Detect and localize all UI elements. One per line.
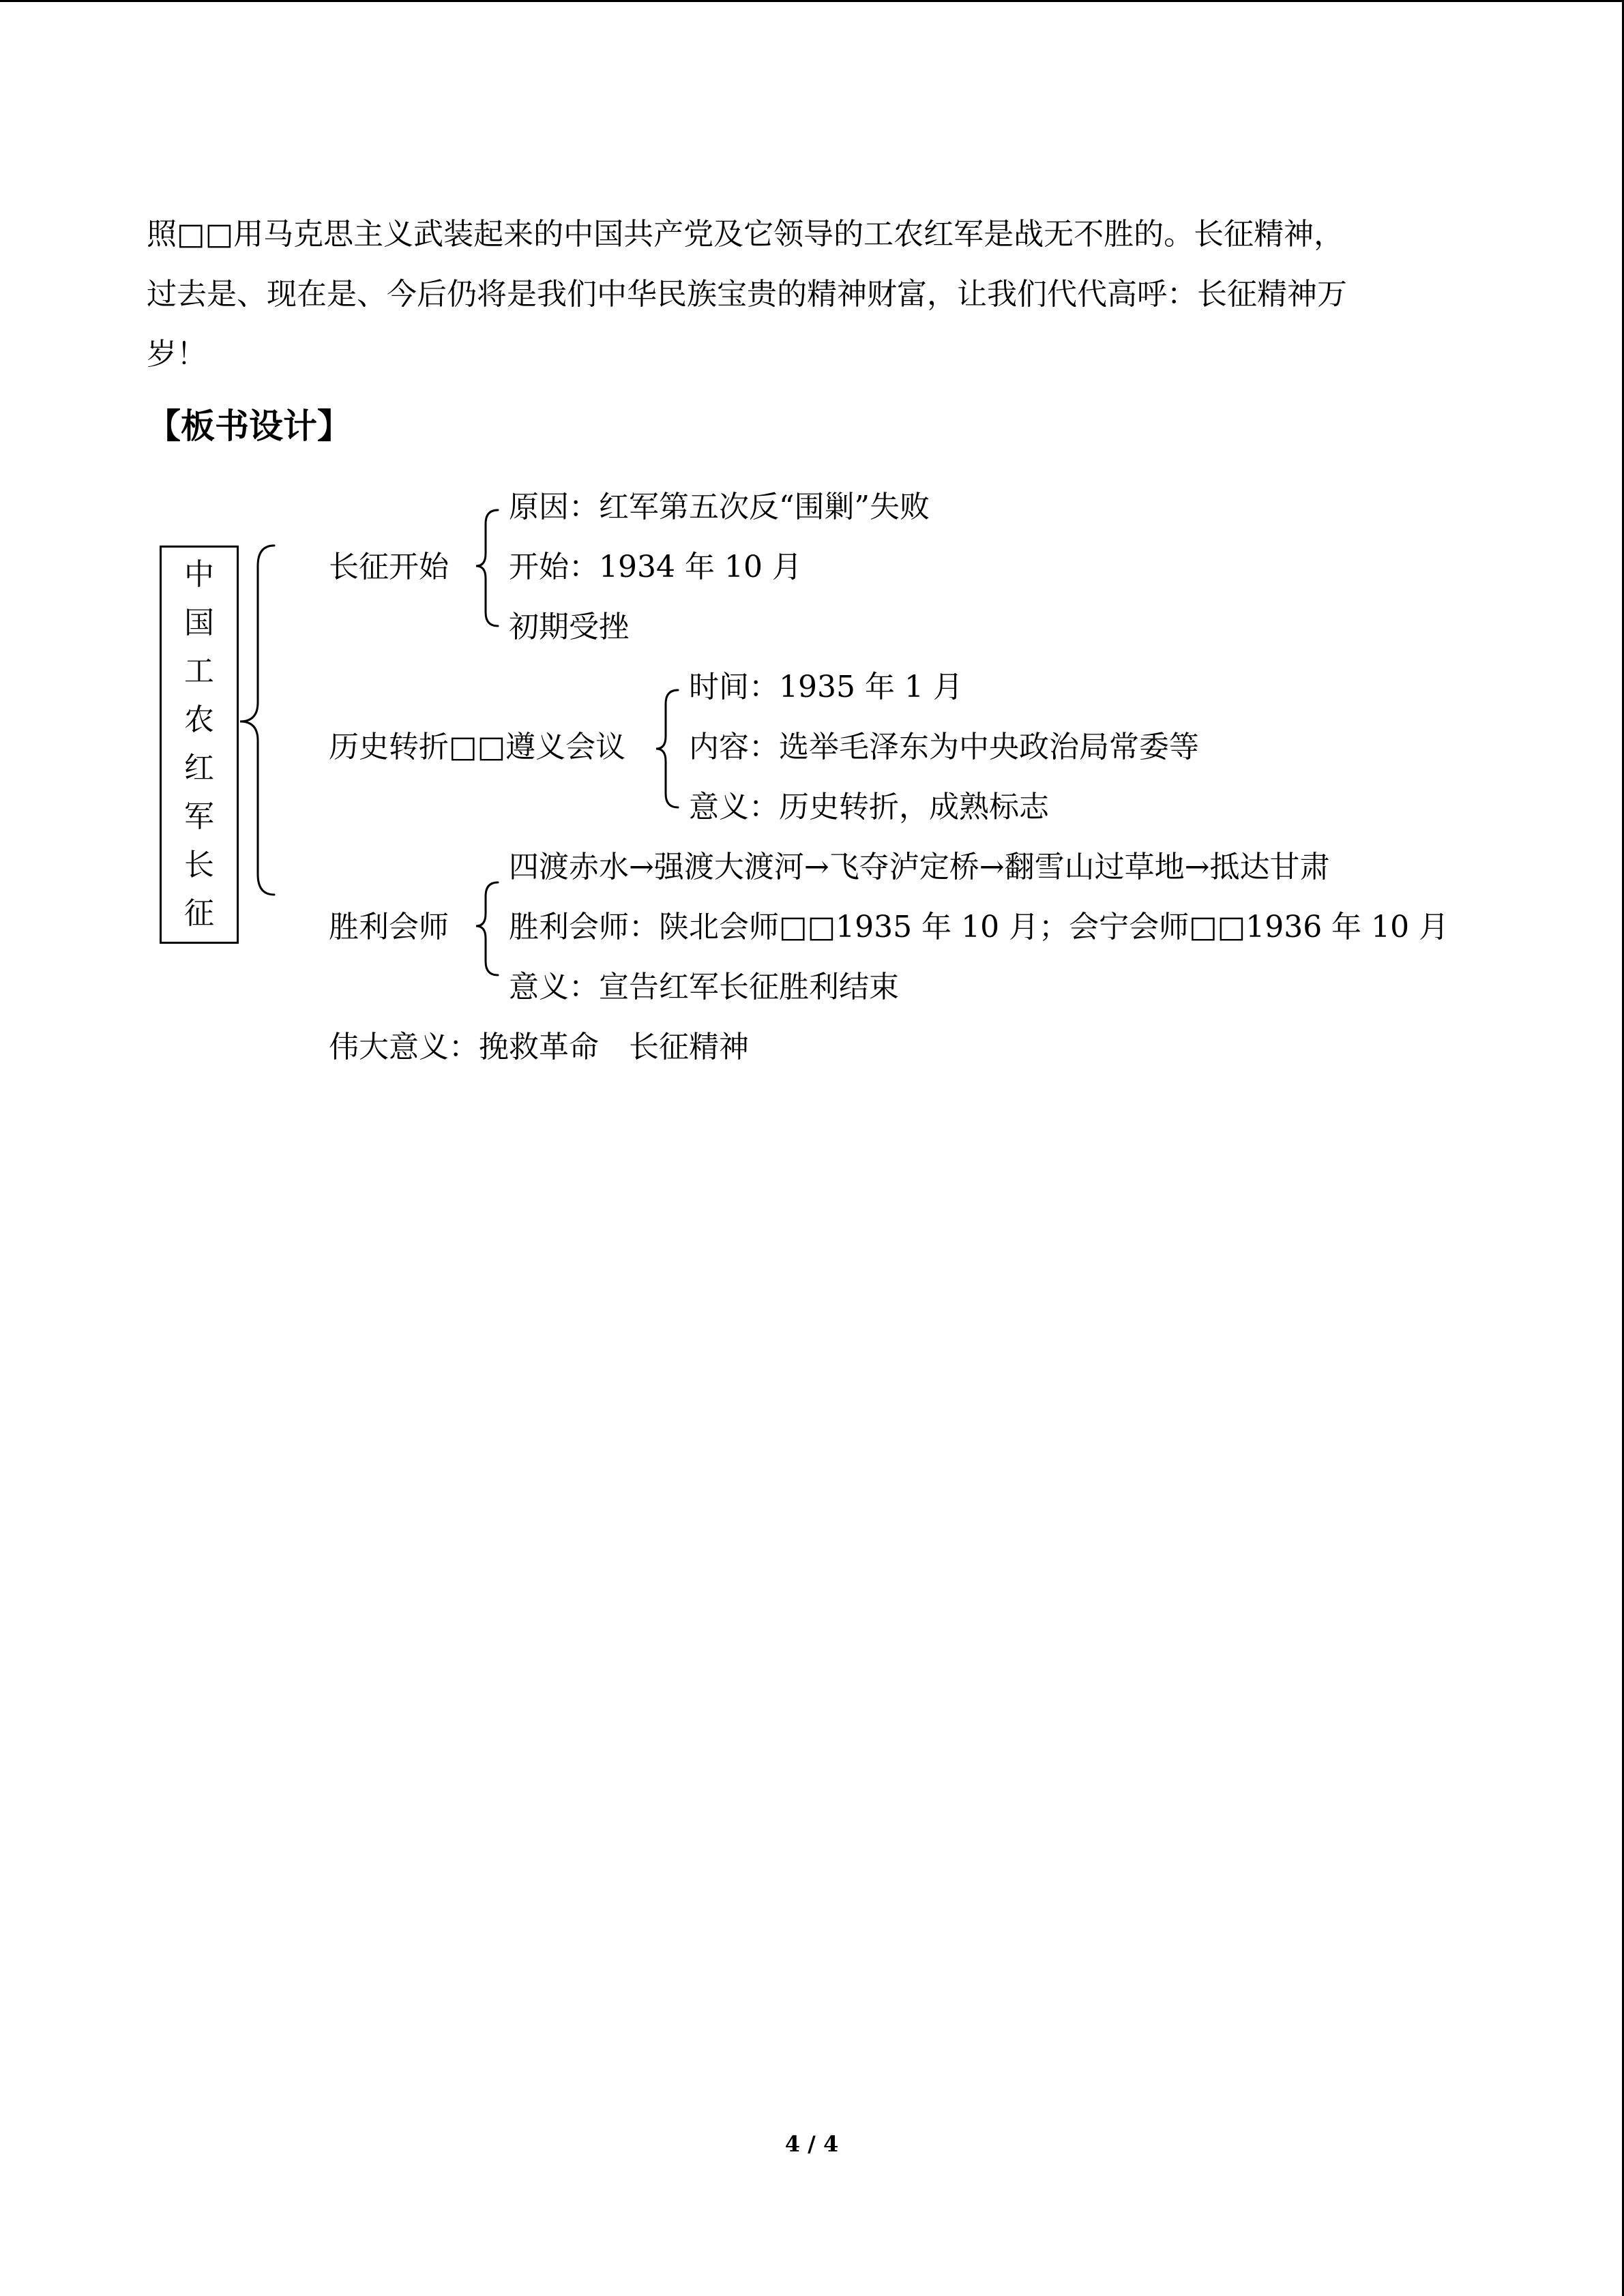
- board-title-char: 农: [184, 702, 214, 737]
- victory-item-meaning: 意义：宣告红军长征胜利结束: [509, 970, 899, 1004]
- board-title-char: 中: [184, 557, 214, 592]
- paragraph-line: 过去是、现在是、今后仍将是我们中华民族宝贵的精神财富，让我们代代高呼：长征精神万: [147, 277, 1347, 312]
- section-heading: 【板书设计】: [147, 406, 351, 446]
- turning-item-meaning: 意义：历史转折，成熟标志: [689, 790, 1049, 824]
- board-title-char: 征: [184, 896, 214, 931]
- board-title-char: 红: [184, 751, 214, 786]
- turning-brace: [656, 690, 678, 807]
- victory-item-route: 四渡赤水→强渡大渡河→飞夺泸定桥→翻雪山过草地→抵达甘肃: [509, 850, 1330, 884]
- victory-brace: [476, 882, 498, 975]
- turning-label: 历史转折□□遵义会议: [329, 730, 626, 764]
- board-title-char: 军: [184, 799, 214, 834]
- start-item-cause: 原因：红军第五次反“围剿”失败: [509, 490, 930, 524]
- paragraph-line: 照□□用马克思主义武装起来的中国共产党及它领导的工农红军是战无不胜的。长征精神，: [147, 217, 1344, 252]
- board-title-char: 国: [184, 606, 214, 640]
- turning-item-content: 内容：选举毛泽东为中央政治局常委等: [689, 730, 1199, 764]
- victory-item-joining: 胜利会师：陕北会师□□1935 年 10 月；会宁会师□□1936 年 10 月: [509, 910, 1449, 944]
- page-number: 4 / 4: [784, 2131, 839, 2157]
- paragraph-line: 岁！: [147, 337, 207, 372]
- start-label: 长征开始: [329, 550, 449, 584]
- significance-line: 伟大意义：挽救革命 长征精神: [329, 1030, 749, 1064]
- board-title-char: 工: [184, 654, 214, 689]
- main-brace: [240, 546, 274, 895]
- start-brace: [476, 510, 498, 626]
- turning-item-time: 时间：1935 年 1 月: [689, 670, 963, 704]
- victory-label: 胜利会师: [329, 910, 449, 944]
- start-item-date: 开始：1934 年 10 月: [509, 550, 802, 584]
- start-item-setback: 初期受挫: [509, 610, 629, 644]
- board-title-char: 长: [184, 848, 214, 882]
